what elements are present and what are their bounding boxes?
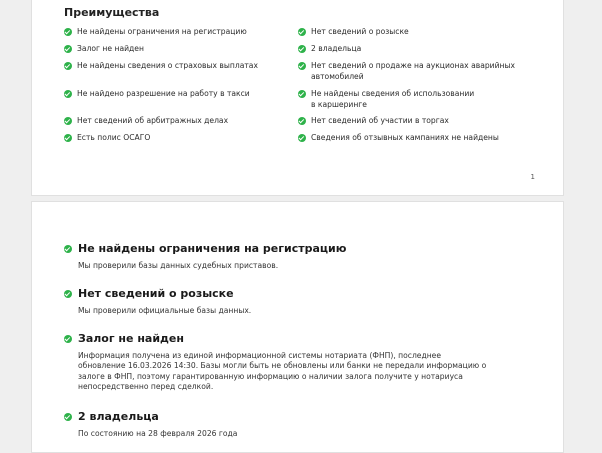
advantages-title: Преимущества bbox=[64, 6, 160, 19]
section-title: Нет сведений о розыске bbox=[78, 287, 234, 300]
check-icon bbox=[64, 45, 72, 53]
advantage-item bbox=[64, 133, 150, 144]
check-section bbox=[64, 242, 524, 271]
check-icon bbox=[64, 335, 72, 343]
advantage-item bbox=[298, 89, 474, 110]
check-icon bbox=[298, 45, 306, 53]
advantage-text: 2 владельца bbox=[311, 44, 362, 53]
check-icon bbox=[298, 117, 306, 125]
check-icon bbox=[298, 134, 306, 142]
check-icon bbox=[64, 62, 72, 70]
check-section bbox=[64, 410, 524, 439]
advantage-text: Есть полис ОСАГО bbox=[77, 133, 151, 142]
advantage-text: Нет сведений об арбитражных делах bbox=[77, 116, 229, 125]
advantage-item bbox=[298, 61, 515, 82]
section-title: 2 владельца bbox=[78, 410, 159, 423]
check-icon bbox=[64, 413, 72, 421]
page-number: 1 bbox=[530, 173, 535, 181]
advantage-text: Нет сведений о продаже на аукционах аварийных автомобилей bbox=[311, 61, 516, 81]
check-icon bbox=[64, 90, 72, 98]
advantage-text: Нет сведений об участии в торгах bbox=[311, 116, 449, 125]
section-title: Залог не найден bbox=[78, 332, 184, 345]
section-title: Не найдены ограничения на регистрацию bbox=[78, 242, 347, 255]
section-description: Мы проверили базы данных судебных приставов. bbox=[78, 261, 279, 270]
advantage-text: Не найдены сведения об использовании в каршеринге bbox=[311, 89, 475, 109]
advantage-item bbox=[64, 61, 258, 72]
check-icon bbox=[64, 117, 72, 125]
advantage-text: Не найдено разрешение на работу в такси bbox=[77, 89, 250, 98]
check-icon bbox=[64, 28, 72, 36]
advantage-text: Сведения об отзывных кампаниях не найдены bbox=[311, 133, 499, 142]
report-page-1 bbox=[31, 0, 564, 196]
advantage-text: Не найдены сведения о страховых выплатах bbox=[77, 61, 258, 70]
check-icon bbox=[64, 134, 72, 142]
advantage-text: Залог не найден bbox=[77, 44, 144, 53]
check-section bbox=[64, 287, 524, 316]
section-description: Информация получена из единой информационной системы нотариата (ФНП), последнее обновление 16.03.2026 14:30. Базы могли быть не обновлены или банки не передали информацию о залоге в ФНП, поэтому гарантированную информацию о наличии залога получите у нотариуса непосредственно перед сделкой. bbox=[78, 351, 487, 392]
check-icon bbox=[64, 245, 72, 253]
advantage-text: Нет сведений о розыске bbox=[311, 27, 409, 36]
check-icon bbox=[298, 90, 306, 98]
advantage-item bbox=[298, 133, 499, 144]
advantage-item bbox=[64, 89, 250, 100]
report-page-2 bbox=[31, 201, 564, 453]
advantage-item bbox=[298, 27, 409, 38]
advantage-item bbox=[298, 44, 361, 55]
advantage-item bbox=[64, 116, 228, 127]
check-icon bbox=[64, 290, 72, 298]
section-description: Мы проверили официальные базы данных. bbox=[78, 306, 252, 315]
advantage-text: Не найдены ограничения на регистрацию bbox=[77, 27, 247, 36]
check-icon bbox=[298, 28, 306, 36]
section-description: По состоянию на 28 февраля 2026 года bbox=[78, 429, 238, 438]
advantage-item bbox=[64, 27, 247, 38]
check-icon bbox=[298, 62, 306, 70]
advantage-item bbox=[298, 116, 449, 127]
check-section bbox=[64, 332, 524, 393]
advantage-item bbox=[64, 44, 144, 55]
